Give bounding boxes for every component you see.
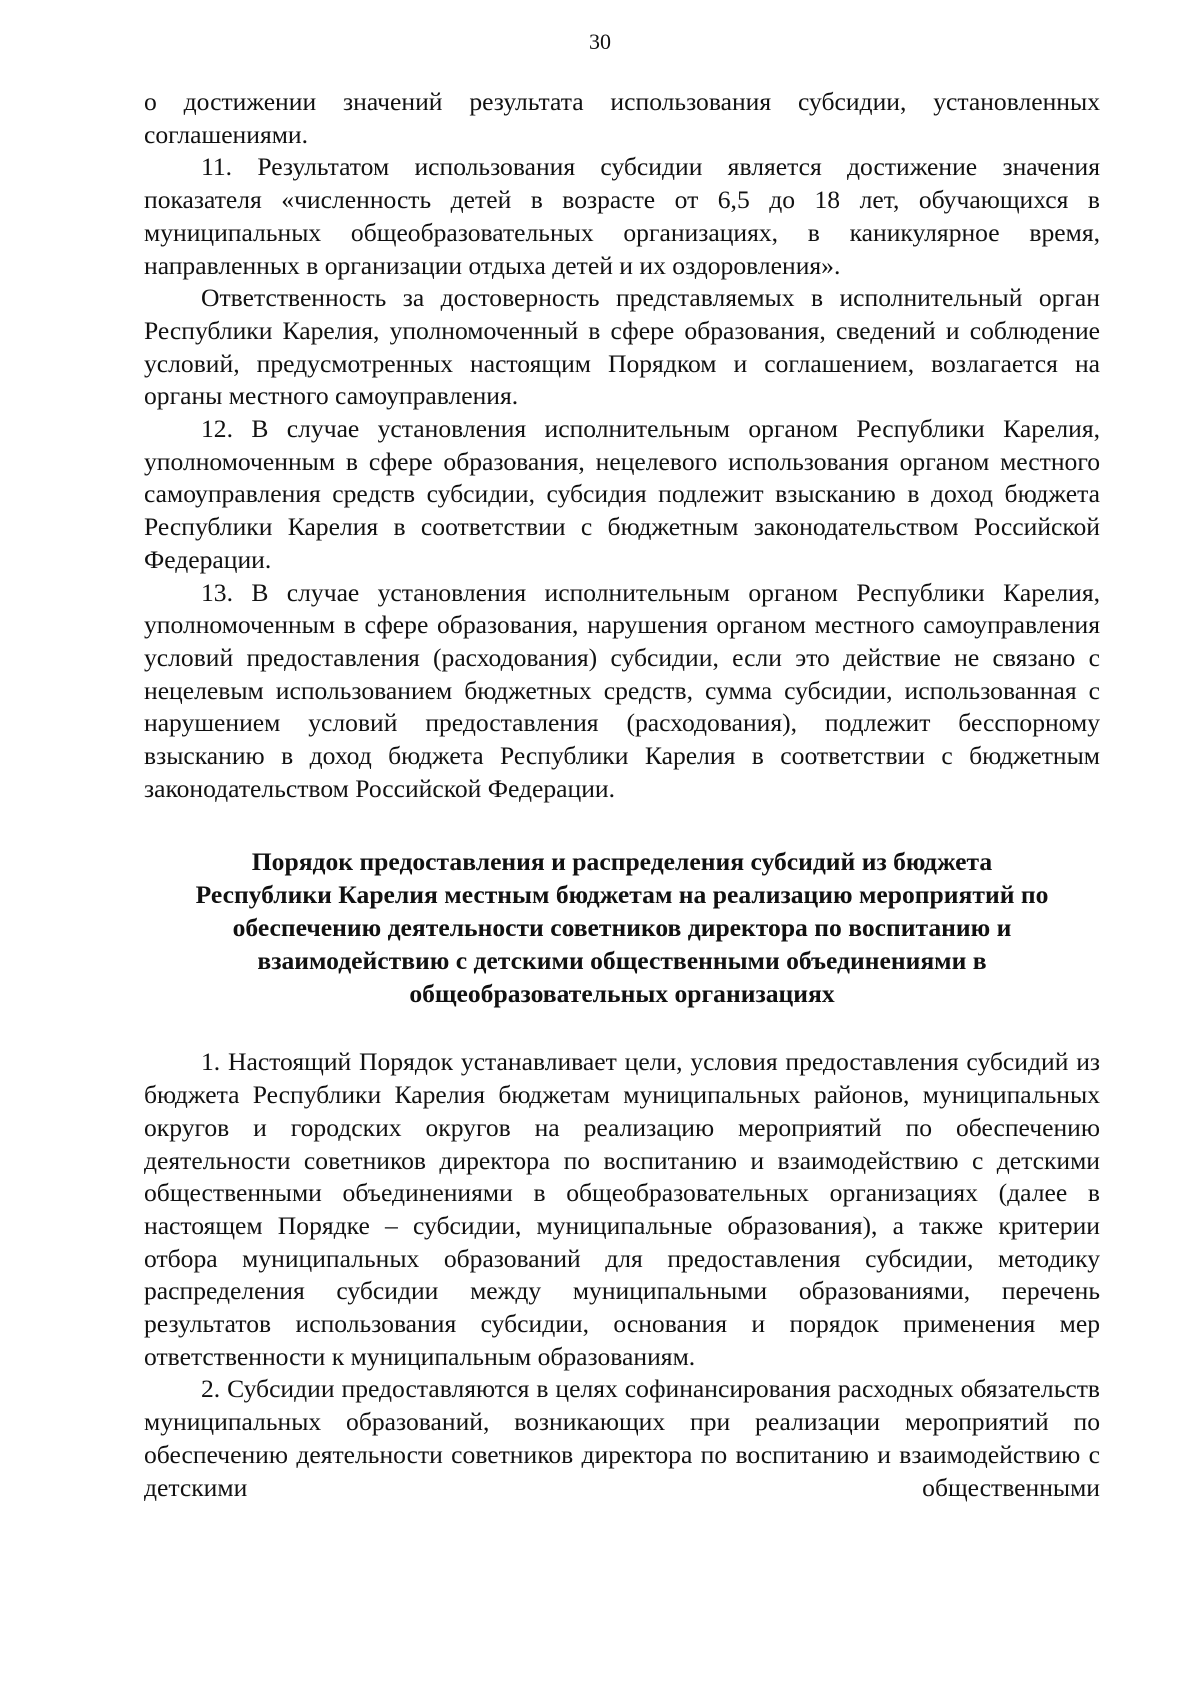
paragraph-13: 13. В случае установления исполнительным органом Республики Карелия, уполномоченным в сфере образования, нарушения органом местного самоуправления условий предоставления (расходования) субсидии, если это действие не связано с нецелевым использованием бюджетных средств, сумма субсидии, использованная с нарушением условий предоставления (расходования), подлежит бесспорному взысканию в доход бюджета Республики Карелия в соответствии с бюджетным законодательством Российской Федерации. <box>144 577 1100 803</box>
page-number: 30 <box>589 29 611 54</box>
document-body <box>144 86 1100 1504</box>
paragraph-continuation: о достижении значений результата использования субсидии, установленных соглашениями. <box>144 87 1100 149</box>
paragraph-11: 11. Результатом использования субсидии является достижение значения показателя «численность детей в возрасте от 6,5 до 18 лет, обучающихся в муниципальных общеобразовательных организациях, в каникулярное время, направленных в организации отдыха детей и их оздоровления». <box>144 152 1100 280</box>
section-title: Порядок предоставления и распределения субсидий из бюджета Республики Карелия местным бюджетам на реализацию мероприятий по обеспечению деятельности советников директора по воспитанию и взаимодействию с детскими общественными объединениями в общеобразовательных организациях <box>195 847 1049 1008</box>
paragraph-1: 1. Настоящий Порядок устанавливает цели, условия предоставления субсидий из бюджета Республики Карелия бюджетам муниципальных районов, муниципальных округов и городских округов на реализацию мероприятий по обеспечению деятельности советников директора по воспитанию и взаимодействию с детскими общественными объединениями в общеобразовательных организациях (далее в настоящем Порядке – субсидии, муниципальные образования), а также критерии отбора муниципальных образований для предоставления субсидии, методику распределения субсидии между муниципальными образованиями, перечень результатов использования субсидии, основания и порядок применения мер ответственности к муниципальным образованиям. <box>144 1047 1100 1371</box>
paragraph-responsibility: Ответственность за достоверность представляемых в исполнительный орган Республики Карелия, уполномоченный в сфере образования, сведений и соблюдение условий, предусмотренных настоящим Порядком и соглашением, возлагается на органы местного самоуправления. <box>144 283 1100 411</box>
paragraph-12: 12. В случае установления исполнительным органом Республики Карелия, уполномоченным в сфере образования, нецелевого использования органом местного самоуправления средств субсидии, субсидия подлежит взысканию в доход бюджета Республики Карелия в соответствии с бюджетным законодательством Российской Федерации. <box>144 414 1100 574</box>
paragraph-2: 2. Субсидии предоставляются в целях софинансирования расходных обязательств муниципальных образований, возникающих при реализации мероприятий по обеспечению деятельности советников директора по воспитанию и взаимодействию с детскими общественными <box>144 1374 1100 1502</box>
